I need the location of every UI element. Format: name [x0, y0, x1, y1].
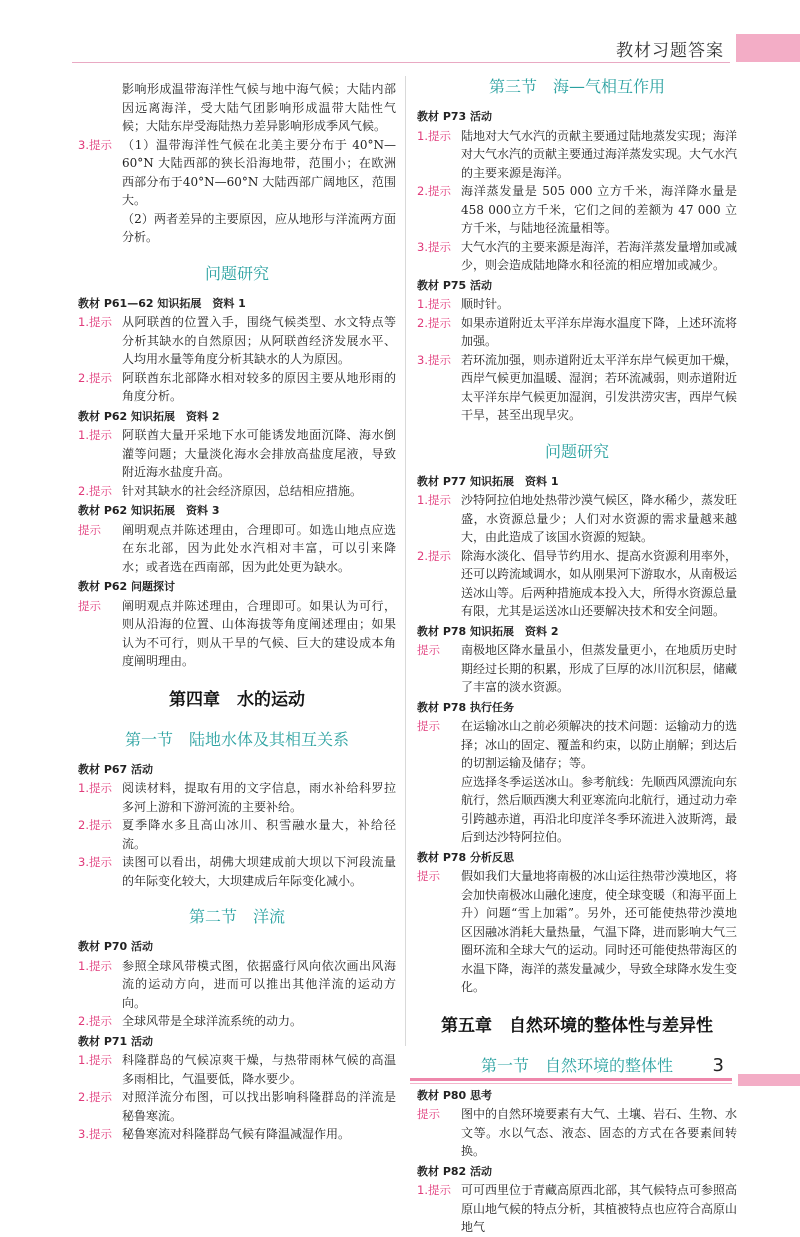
hint-label: 3.提示: [78, 855, 112, 869]
section-title: 第二节 洋流: [188, 907, 285, 926]
hint-label: 提示: [78, 522, 101, 537]
list-item: [78, 521, 396, 577]
hint-label: 2.提示: [417, 184, 451, 198]
hint-text: （1）温带海洋性气候在北美主要分布于 40°N—60°N 大陆西部的狭长沿海地带，范围小；在欧洲西部分布于40°N—60°N 大陆西部广阔地区，范围大。: [122, 137, 396, 207]
header-color-tab: [736, 34, 800, 62]
footer-bar-thin: [410, 1083, 732, 1084]
hint-label: 1.提示: [78, 428, 112, 442]
hint-text: 大气水汽的主要来源是海洋，若海洋蒸发量增加或减少，则会造成陆地降水和径流的相应增加或减少。: [461, 239, 738, 272]
list-item: [78, 816, 396, 853]
hint-text: 参照全球风带模式图，依据盛行风向依次画出风海流的运动方向，进而可以推出其他洋流的运动方向。: [122, 958, 396, 1010]
hint-label: 3.提示: [417, 352, 451, 367]
list-item: [78, 1012, 396, 1031]
hint-text: 科隆群岛的气候凉爽干燥，与热带雨林气候的高温多雨相比，气温要低，降水要少。: [122, 1053, 396, 1086]
footer-bar: [410, 1078, 732, 1081]
hint-label: 提示: [78, 598, 101, 613]
hint-label: 1.提示: [417, 297, 451, 311]
list-item: [78, 597, 396, 671]
list-item: [417, 717, 737, 773]
hint-text: 可可西里位于青藏高原西北部，其气候特点可参照高原山地气候的特点分析，其植被特点也应符合高原山地气: [461, 1183, 738, 1234]
list-item: [78, 426, 396, 482]
page-number: 3: [712, 1055, 724, 1076]
hint-text: 图中的自然环境要素有大气、土壤、岩石、生物、水文等。水以气态、液态、固态的方式在各要素间转换。: [461, 1107, 738, 1158]
list-item: [78, 853, 396, 890]
hint-label: 提示: [417, 869, 440, 883]
hint-text: 海洋蒸发量是 505 000 立方千米，海洋降水量是458 000立方千米，它们之间的差额为 47 000 立方千米，与陆地径流量相等。: [461, 184, 737, 235]
hint-text: 阿联酋东北部降水相对较多的原因主要从地形雨的角度分析。: [122, 370, 396, 403]
list-item: [78, 369, 396, 406]
list-item: [78, 779, 396, 816]
list-item: [417, 314, 737, 351]
hint-text: 阐明观点并陈述理由，合理即可。如选山地点应选在东北部，因为此处水汽相对丰富，可以引来降水；或者选在西南部，因为此处更为缺水。: [122, 522, 396, 574]
hint-text: 针对其缺水的社会经济原因，总结相应措施。: [122, 483, 363, 498]
list-item: [417, 238, 737, 275]
list-item: [417, 295, 737, 314]
hint-text: 阐明观点并陈述理由，合理即可。如果认为可行，则从沿海的位置、山体海拔等角度阐述理由；如果认为不可行，则从干旱的气候、巨大的建设成本角度阐明理由。: [122, 598, 396, 668]
hint-label: 2.提示: [417, 315, 451, 330]
source-heading: 教材 P73 活动: [417, 110, 493, 123]
list-item: [417, 547, 737, 621]
list-item: [417, 182, 737, 238]
left-column: [78, 80, 396, 1144]
hint-text: 在运输冰山之前必须解决的技术问题：运输动力的选择；冰山的固定、覆盖和约束，以防止崩解；到达后的切割运输及储存；等。: [461, 719, 738, 770]
section-title-problem: 问题研究: [204, 263, 269, 283]
section-title: 第一节 陆地水体及其相互关系: [124, 729, 349, 749]
hint-text: 读图可以看出，胡佛大坝建成前大坝以下河段流量的年际变化较大，大坝建成后年际变化减小。: [122, 855, 396, 888]
source-heading: 教材 P77 知识拓展 资料 1: [417, 474, 559, 488]
hint-text: 对照洋流分布图，可以找出影响科隆群岛的洋流是秘鲁寒流。: [122, 1090, 396, 1123]
hint-label: 1.提示: [417, 493, 451, 507]
hint-label: 1.提示: [78, 1053, 112, 1067]
hint-label: 2.提示: [417, 548, 451, 563]
hint-label: 3.提示: [78, 1127, 112, 1141]
source-heading: 教材 P62 知识拓展 资料 2: [78, 409, 220, 423]
intro-paragraph: 影响形成温带海洋性气候与地中海气候；大陆内部因远离海洋，受大陆气团影响形成温带大陆性气候；大陆东岸受海陆热力差异影响形成季风气候。: [122, 82, 396, 133]
right-column: [417, 72, 737, 1237]
column-divider: [405, 76, 406, 1046]
hint-label: 1.提示: [78, 315, 112, 329]
list-item: [417, 491, 737, 547]
hint-text: 陆地对大气水汽的贡献主要通过陆地蒸发实现；海洋对大气水汽的贡献主要通过海洋蒸发实现。大气水汽的主要来源是海洋。: [461, 128, 738, 180]
hint-label: 2.提示: [78, 483, 112, 498]
list-item: [417, 641, 737, 697]
source-heading: 教材 P80 思考: [417, 1088, 493, 1102]
hint-text: 顺时针。: [461, 297, 510, 311]
hint-text: 从阿联酋的位置入手，围绕气候类型、水文特点等分析其缺水的自然原因；从阿联酋经济发展水平、人均用水量等角度分析其缺水的人为原因。: [122, 315, 396, 366]
chapter-title: 第四章 水的运动: [169, 689, 305, 710]
list-item: [417, 867, 737, 997]
hint-text: 阿联酋大量开采地下水可能诱发地面沉降、海水倒灌等问题；大量淡化海水会排放高盐度尾液，导致附近海水盐度升高。: [122, 428, 396, 479]
hint-label: 1.提示: [417, 128, 451, 143]
list-item: [417, 1181, 737, 1237]
section-title-problem: 问题研究: [544, 441, 609, 461]
hint-label: 提示: [417, 719, 440, 733]
hint-label: 2.提示: [78, 370, 112, 385]
source-heading: 教材 P78 执行任务: [417, 700, 515, 714]
hint-text: 阅读材料，提取有用的文字信息，雨水补给科罗拉多河上游和下游河流的主要补给。: [122, 781, 396, 814]
list-item: [78, 482, 396, 501]
source-heading: 教材 P82 活动: [417, 1164, 493, 1178]
hint-label: 3.提示: [78, 137, 112, 152]
header-divider: [72, 62, 730, 63]
hint-text: 南极地区降水量虽小，但蒸发量更小，在地质历史时期经过长期的积累，形成了巨厚的冰川沉积层，储藏了丰富的淡水资源。: [461, 643, 738, 694]
hint-label: 1.提示: [78, 781, 112, 795]
source-heading: 教材 P62 知识拓展 资料 3: [78, 504, 220, 517]
list-item: [78, 1088, 396, 1125]
list-item: [78, 1051, 396, 1088]
hint-text: 秘鲁寒流对科隆群岛气候有降温减湿作用。: [122, 1127, 351, 1141]
hint-text: 除海水淡化、倡导节约用水、提高水资源利用率外，还可以跨流域调水，如从刚果河下游取水，从南极运送冰山等。后两种措施成本投入大，所得水资源总量有限，尤其是运送冰山还要解决技术和安全问题。: [461, 548, 738, 618]
list-item: [417, 351, 737, 425]
source-heading: 教材 P78 知识拓展 资料 2: [417, 624, 559, 638]
source-heading: 教材 P67 活动: [78, 762, 154, 776]
hint-label: 2.提示: [78, 1014, 112, 1028]
source-heading: 教材 P61—62 知识拓展 资料 1: [78, 296, 246, 310]
list-item: [417, 127, 737, 183]
source-heading: 教材 P71 活动: [78, 1034, 154, 1048]
hint-label: 提示: [417, 643, 440, 657]
hint-label: 1.提示: [78, 958, 112, 973]
hint-label: 提示: [417, 1107, 440, 1121]
hint-text: 如果赤道附近太平洋东岸海水温度下降，上述环流将加强。: [461, 315, 738, 348]
hint-label: 2.提示: [78, 818, 112, 832]
footer-color-tab: [738, 1074, 800, 1086]
source-heading: 教材 P78 分析反思: [417, 850, 515, 864]
hint-label: 2.提示: [78, 1090, 112, 1104]
source-heading: 教材 P75 活动: [417, 278, 493, 292]
list-item: [78, 1125, 396, 1144]
hint-text: 若环流加强，则赤道附近太平洋东岸气候更加干燥，西岸气候更加温暖、湿润；若环流减弱，则赤道附近太平洋东岸气候更加湿润，引发洪涝灾害，西岸气候干旱，甚至出现旱灾。: [461, 352, 738, 422]
hint-text: 假如我们大量地将南极的冰山运往热带沙漠地区，将会加快南极冰山融化速度，使全球变暖（和海平面上升）问题“雪上加霜”。另外，还可能使热带沙漠地区因融冰消耗大量热量，气温下降，进而影响大气三圈环流和全球大气的运动。同时还可能使热带海区的水温下降，海洋的蒸发量减少，导致全球降水发生变化。: [461, 869, 738, 994]
list-item: [78, 313, 396, 369]
chapter-title: 第五章 自然环境的整体性与差异性: [441, 1015, 713, 1036]
source-heading: 教材 P62 问题探讨: [78, 580, 176, 593]
list-item: [78, 136, 396, 210]
hint-text: 全球风带是全球洋流系统的动力。: [122, 1014, 303, 1028]
hint-text-continued: （2）两者差异的主要原因，应从地形与洋流两方面分析。: [122, 211, 396, 244]
hint-text: 夏季降水多且高山冰川、积雪融水量大，补给径流。: [122, 818, 396, 851]
hint-text-continued: 应选择冬季运送冰山。参考航线：先顺西风漂流向东航行，然后顺西澳大利亚寒流向北航行，通过动力牵引跨越赤道，再沿北印度洋冬季环流进入波斯湾，最后到达沙特阿拉伯。: [461, 774, 738, 844]
header-title: 教材习题答案: [616, 41, 724, 61]
hint-text: 沙特阿拉伯地处热带沙漠气候区，降水稀少，蒸发旺盛，水资源总量少；人们对水资源的需求量越来越大，由此造成了该国水资源的短缺。: [461, 493, 738, 544]
section-title: 第一节 自然环境的整体性: [480, 1055, 673, 1075]
source-heading: 教材 P70 活动: [78, 940, 154, 953]
hint-label: 3.提示: [417, 239, 451, 254]
list-item: [78, 957, 396, 1013]
list-item: [417, 1105, 737, 1161]
section-title: 第三节 海—气相互作用: [488, 77, 665, 96]
hint-label: 1.提示: [417, 1183, 451, 1197]
